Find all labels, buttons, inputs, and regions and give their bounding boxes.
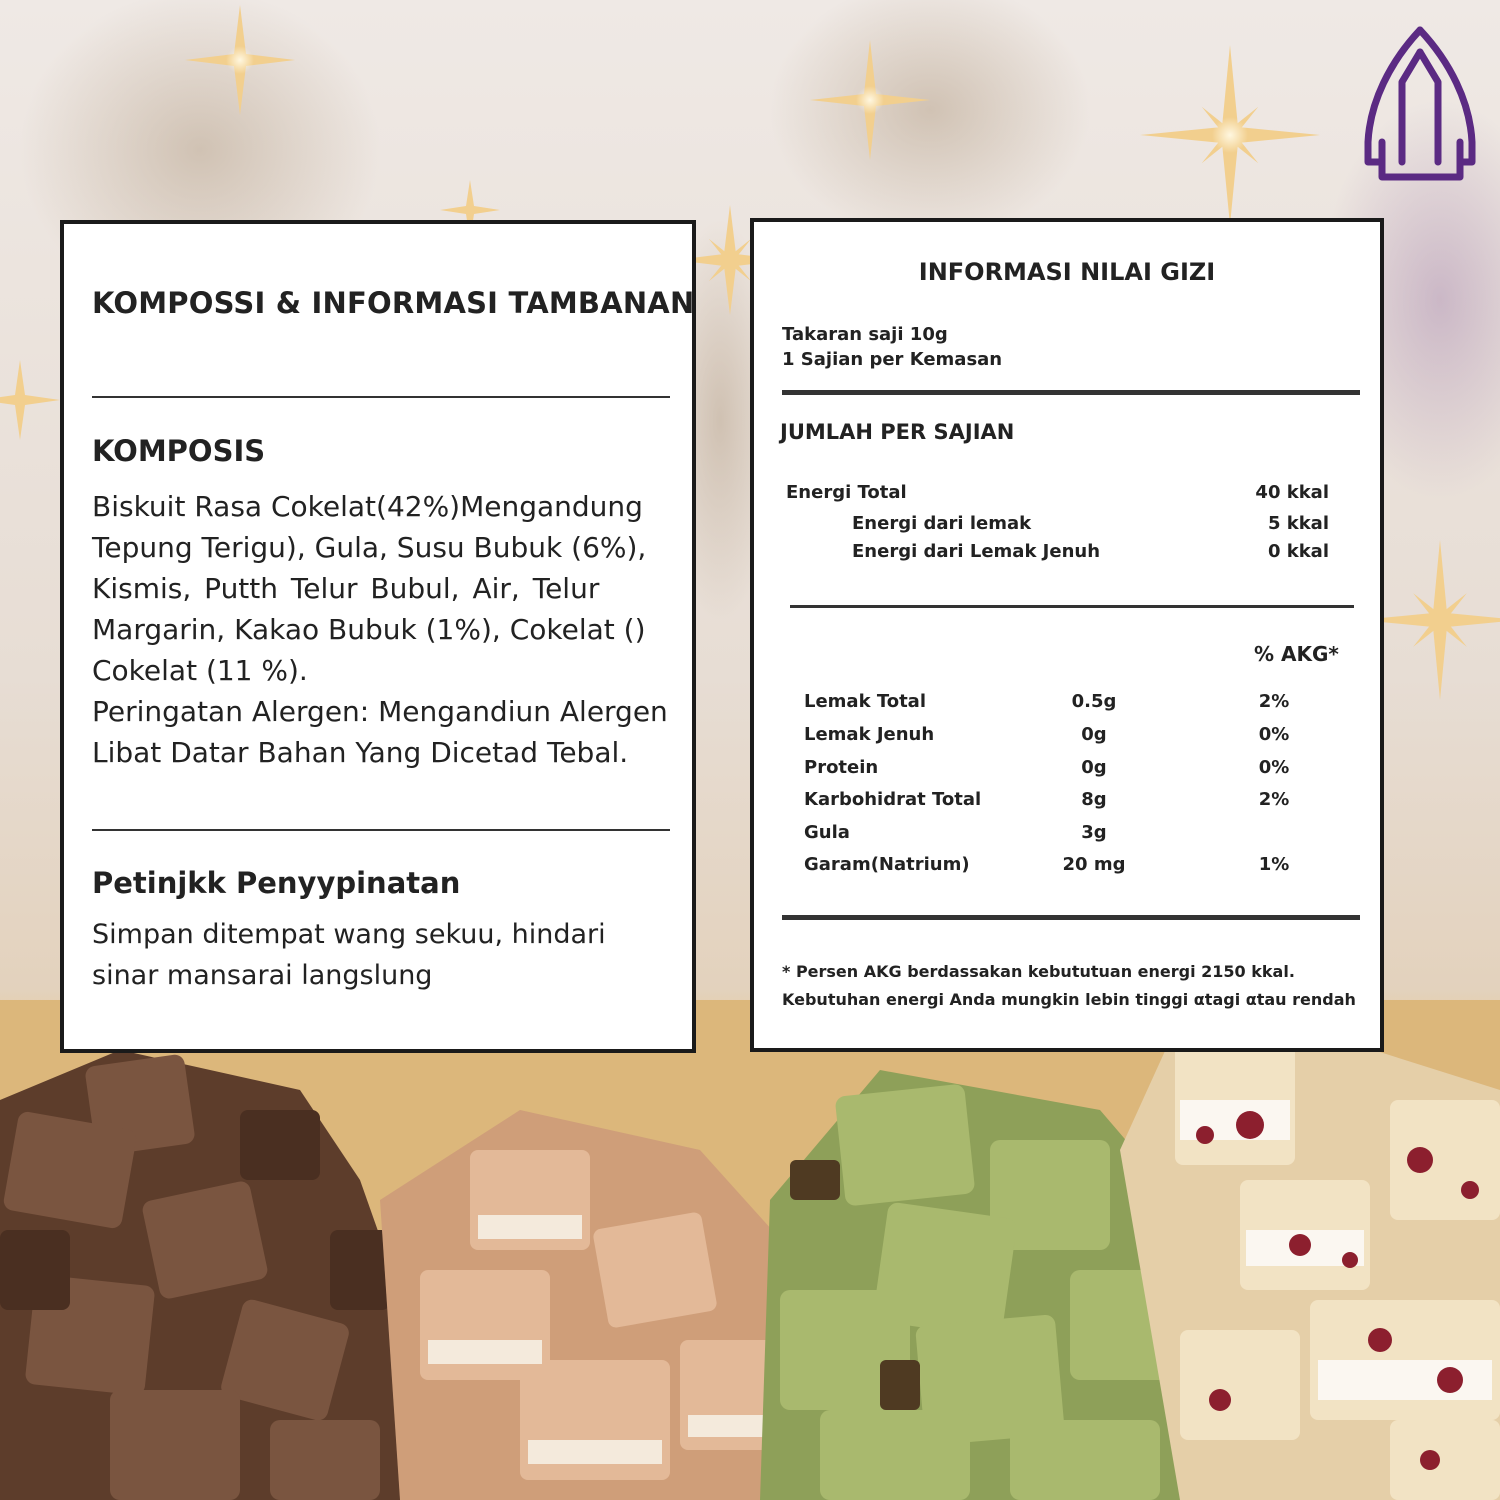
nutrition-card-title: INFORMASI NILAI GIZI [918,258,1216,286]
nutrient-amount: 20 mg [1062,854,1126,875]
composition-line: Margarin, Kakao Bubuk (1%), Cokelat () [92,613,646,646]
allergen-line: Peringatan Alergen: Mengandiun Alergen [92,695,668,728]
nutrient-akg: 2% [1258,789,1290,810]
divider-thick [782,915,1360,920]
divider [92,829,670,831]
storage-line: sinar mansarai langslung [92,960,433,991]
storage-text [92,914,652,996]
nutrient-akg: 0% [1258,724,1290,745]
nutrient-label: Gula [804,822,850,843]
composition-line: Tepung Terigu), Gula, Susu Bubuk (6%), [92,531,647,564]
nutrient-amount: 3g [1081,822,1107,843]
nutrient-label: Lemak Jenuh [804,724,935,745]
composition-text [92,486,682,773]
composition-card-title: KOMPOSSI & INFORMASI TAMBANAN [92,286,695,320]
divider [790,605,1354,608]
composition-line: Biskuit Rasa Cokelat(42%)Mengandung [92,490,643,523]
energy-total-label: Energi Total [786,482,907,503]
nutrient-akg: 0% [1258,757,1290,778]
composition-heading: KOMPOSIS [92,434,266,468]
nutrient-amount: 0.5g [1071,691,1117,712]
composition-line: Cokelat (11 %). [92,654,308,687]
divider [92,396,670,398]
nutrient-label: Lemak Total [804,691,926,712]
divider-thick [782,390,1360,395]
nutrient-amount: 0g [1081,724,1107,745]
energy-from-saturated-fat-value: 0 kkal [1267,541,1329,562]
storage-line: Simpan ditempat wang sekuu, hindari [92,919,606,950]
nutrient-label: Garam(Natrium) [804,854,970,875]
composition-card [60,220,696,1053]
serving-size: Takaran saji 10g [782,324,948,345]
gunungan-logo-icon [1360,22,1480,182]
energy-from-fat-label: Energi dari lemak [852,513,1032,534]
nutrition-facts-card [750,218,1384,1052]
nutrient-amount: 0g [1081,757,1107,778]
nutrient-akg: 1% [1258,854,1290,875]
amount-per-serving-heading: JUMLAH PER SAJIAN [780,420,1015,444]
nutrient-label: Protein [804,757,879,778]
nutrient-amount: 8g [1081,789,1107,810]
akg-heading: % AKG* [1254,642,1339,666]
energy-from-fat-value: 5 kkal [1267,513,1329,534]
footnote-line: Kebutuhan energi Anda mungkin lebin tinggi αtagi αtau rendah [782,990,1356,1009]
servings-per-pack: 1 Sajian per Kemasan [782,349,1003,370]
energy-from-saturated-fat-label: Energi dari Lemak Jenuh [852,541,1101,562]
composition-line: Kismis, Putth Telur Bubul, Air, Telur [92,572,600,605]
nutrient-label: Karbohidrat Total [804,789,982,810]
storage-heading: Petinjkk Penyypinatan [92,866,461,900]
energy-total-value: 40 kkal [1255,482,1329,503]
footnote-line: * Persen AKG berdassakan kebututuan energi 2150 kkal. [782,962,1295,981]
nutrient-akg: 2% [1258,691,1290,712]
allergen-line: Libat Datar Bahan Yang Dicetad Tebal. [92,736,629,769]
cranberry-cubes [1120,1030,1500,1500]
